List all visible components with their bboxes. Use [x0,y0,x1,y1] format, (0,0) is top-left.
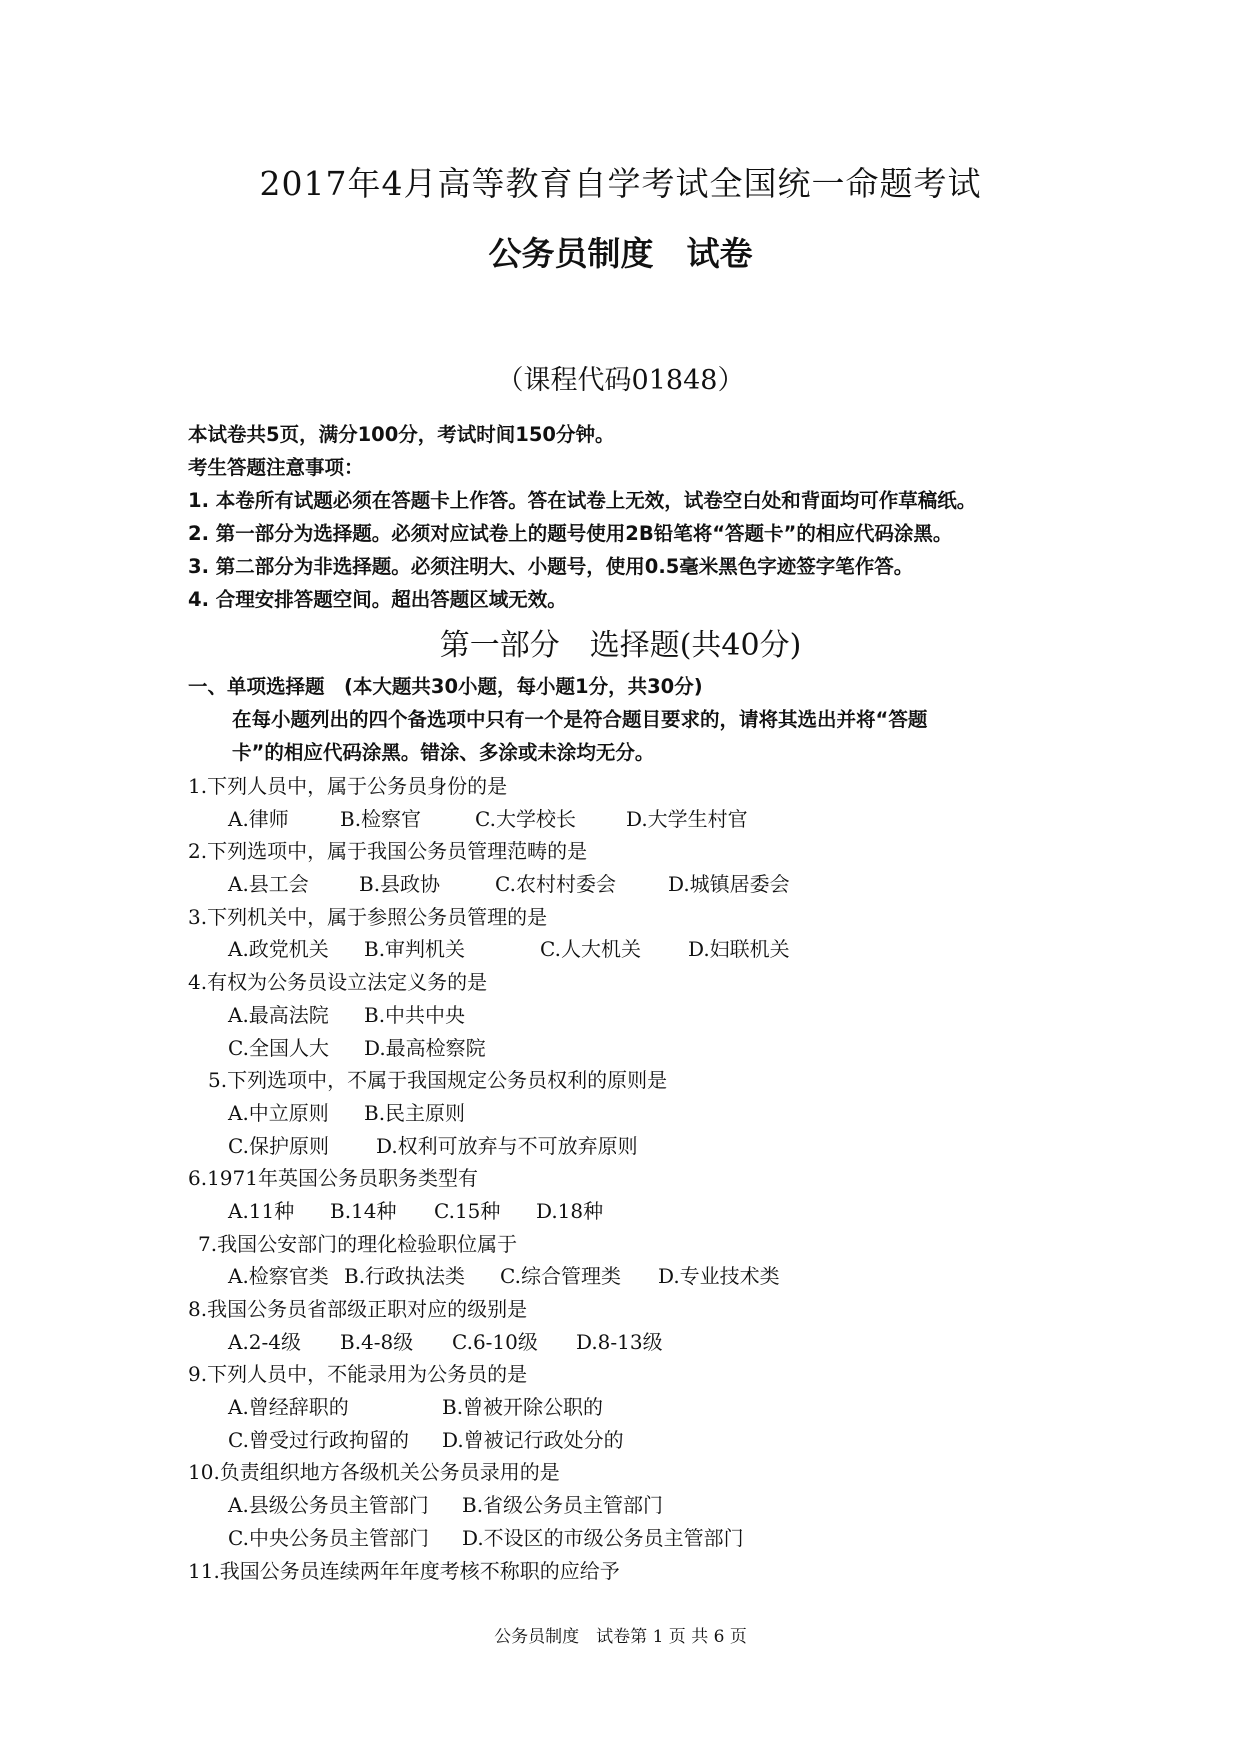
subject-title: 公务员制度 试卷 [488,234,753,273]
option-row [188,1522,1088,1555]
question-text: 2.下列选项中，属于我国公务员管理范畴的是 [188,839,588,864]
option: A.曾经辞职的 [228,1395,349,1420]
option: C.中央公务员主管部门 [228,1525,429,1550]
option: B.检察官 [340,806,422,831]
option: B.县政协 [359,872,441,897]
option-row [188,1097,1088,1130]
question-text: 1.下列人员中，属于公务员身份的是 [188,774,508,798]
option: A.2-4级 [228,1329,302,1354]
option-row [188,1195,1088,1228]
option: B.4-8级 [340,1329,414,1354]
question-text: 9.下列人员中，不能录用为公务员的是 [188,1362,528,1387]
option-row [188,999,1088,1032]
question-stem [188,1358,1088,1391]
option-row [188,803,1088,836]
question-stem [188,835,1088,868]
page-footer: 公务员制度 试卷第 1 页 共 6 页 [494,1627,747,1647]
option: A.中立原则 [228,1100,329,1125]
option: A.县工会 [228,872,309,897]
question-text: 7.我国公安部门的理化检验职位属于 [198,1231,518,1256]
option: C.综合管理类 [500,1264,621,1289]
option: C.全国人大 [228,1035,329,1060]
option-row [188,1032,1088,1065]
section-header [188,670,1088,769]
option: A.县级公务员主管部门 [228,1493,429,1518]
question-stem [188,1456,1088,1489]
option: C.曾受过行政拘留的 [228,1427,409,1452]
option-row [188,868,1088,901]
option: D.最高检察院 [364,1035,486,1060]
question-stem [188,770,1088,803]
question-stem [188,1064,1088,1097]
option-row [188,1391,1088,1424]
question-text: 10.负责组织地方各级机关公务员录用的是 [188,1460,560,1485]
section-instruction: 在每小题列出的四个备选项中只有一个是符合题目要求的，请将其选出并将“答题 [232,708,928,731]
option: C.大学校长 [475,806,576,831]
notice-item: 4. 合理安排答题空间。超出答题区域无效。 [188,588,567,611]
option: D.妇联机关 [688,937,790,962]
option: B.14种 [330,1198,397,1223]
option: B.中共中央 [364,1002,466,1027]
option-row [188,1260,1088,1293]
exam-notice [188,418,1088,616]
part-one-title: 第一部分 选择题(共40分) [439,628,802,663]
question-stem [188,1162,1088,1195]
option-row [188,1489,1088,1522]
option: C.15种 [434,1198,501,1223]
option: B.曾被开除公职的 [442,1395,604,1420]
option: C.保护原则 [228,1133,329,1158]
option: A.最高法院 [228,1002,329,1027]
question-stem [188,1555,1088,1588]
notice-summary: 本试卷共5页，满分100分，考试时间150分钟。 [188,423,615,446]
option-row [188,1130,1088,1163]
option-row [188,1326,1088,1359]
option: A.律师 [228,806,289,831]
option: D.不设区的市级公务员主管部门 [462,1525,744,1550]
question-text: 4.有权为公务员设立法定义务的是 [188,970,488,995]
option: A.政党机关 [228,937,329,962]
option: B.省级公务员主管部门 [462,1493,664,1518]
notice-item: 3. 第二部分为非选择题。必须注明大、小题号，使用0.5毫米黑色字迹签字笔作答。 [188,555,914,578]
exam-title: 2017年4月高等教育自学考试全国统一命题考试 [259,164,982,203]
course-code: （课程代码01848） [496,365,745,396]
question-text: 6.1971年英国公务员职务类型有 [188,1166,478,1191]
question-stem [188,966,1088,999]
question-stem [188,1228,1088,1261]
question-stem [188,1293,1088,1326]
question-list [188,770,1088,1587]
option: C.6-10级 [452,1329,538,1354]
notice-item: 1. 本卷所有试题必须在答题卡上作答。答在试卷上无效，试卷空白处和背面均可作草稿纸。 [188,489,977,512]
question-text: 5.下列选项中，不属于我国规定公务员权利的原则是 [208,1068,668,1093]
option: D.18种 [536,1198,604,1223]
option: D.8-13级 [576,1329,663,1354]
option: D.专业技术类 [658,1264,780,1289]
notice-heading: 考生答题注意事项： [188,456,364,479]
option-row [188,1424,1088,1457]
option: D.城镇居委会 [668,872,790,897]
question-text: 8.我国公务员省部级正职对应的级别是 [188,1297,528,1321]
option-row [188,933,1088,966]
option: B.民主原则 [364,1100,466,1125]
question-text: 11.我国公务员连续两年年度考核不称职的应给予 [188,1558,620,1583]
option: B.审判机关 [364,937,466,962]
section-instruction: 卡”的相应代码涂黑。错涂、多涂或未涂均无分。 [232,741,655,764]
option: D.大学生村官 [626,806,748,831]
option: D.曾被记行政处分的 [442,1427,624,1452]
section-title: 一、单项选择题 (本大题共30小题，每小题1分，共30分) [188,675,703,698]
notice-item: 2. 第一部分为选择题。必须对应试卷上的题号使用2B铅笔将“答题卡”的相应代码涂黑。 [188,522,953,545]
option: D.权利可放弃与不可放弃原则 [376,1133,638,1158]
option: C.农村村委会 [495,872,616,897]
option: C.人大机关 [540,937,641,962]
question-text: 3.下列机关中，属于参照公务员管理的是 [188,904,548,929]
option: A.11种 [228,1198,295,1223]
question-stem [188,901,1088,934]
option: A.检察官类 [228,1264,329,1289]
option: B.行政执法类 [344,1264,466,1289]
